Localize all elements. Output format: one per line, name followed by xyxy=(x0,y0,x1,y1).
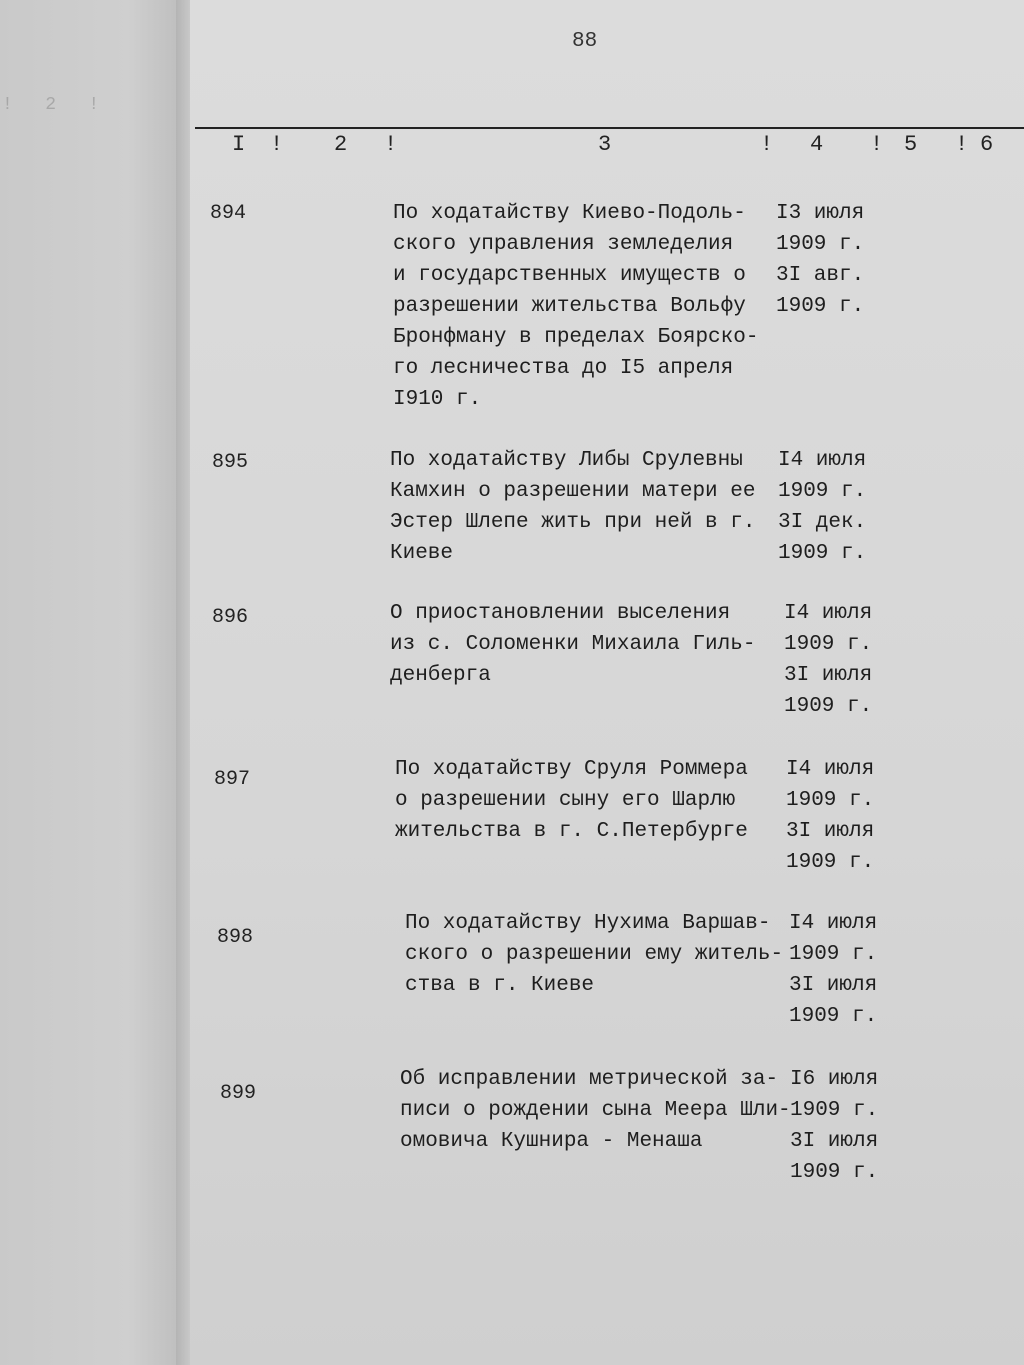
column-1-header: I xyxy=(232,132,246,157)
left-facing-page xyxy=(0,0,184,1365)
column-5-header: 5 xyxy=(904,132,918,157)
table-header xyxy=(0,132,1024,162)
book-gutter xyxy=(176,0,190,1365)
entry-description: По ходатайству Сруля Роммера о разрешении сыну его Шарлю жительства в г. С.Петербурге xyxy=(395,758,748,843)
entry-number: 899 xyxy=(220,1082,257,1105)
column-separator: ! xyxy=(870,132,884,157)
entry-description: По ходатайству Киево-Подоль- ского управления земледелия и государственных имуществ о разрешении жительства Вольфу Бронфману в пределах Боярско- го лесничества до I5 апреля I910 г. xyxy=(393,202,759,411)
entry-description: Об исправлении метрической за- писи о рождении сына Меера Шли- омовича Кушнира - Менаша xyxy=(400,1068,791,1153)
column-2-header: 2 xyxy=(334,132,348,157)
column-separator: ! xyxy=(270,132,284,157)
column-3-header: 3 xyxy=(598,132,612,157)
left-page-faint-header: ! 2 ! xyxy=(2,95,100,115)
entry-dates: I4 июля 1909 г. 3I июля 1909 г. xyxy=(789,912,878,1028)
header-rule xyxy=(195,127,1024,129)
column-separator: ! xyxy=(955,132,969,157)
column-6-header: 6 xyxy=(980,132,994,157)
entry-description: По ходатайству Либы Срулевны Камхин о разрешении матери ее Эстер Шлепе жить при ней в г. Киеве xyxy=(390,449,756,565)
column-4-header: 4 xyxy=(810,132,824,157)
entry-dates: I4 июля 1909 г. 3I июля 1909 г. xyxy=(784,602,873,718)
entry-dates: I4 июля 1909 г. 3I июля 1909 г. xyxy=(786,758,875,874)
entry-dates: I6 июля 1909 г. 3I июля 1909 г. xyxy=(790,1068,879,1184)
column-separator: ! xyxy=(760,132,774,157)
column-separator: ! xyxy=(384,132,398,157)
entry-number: 895 xyxy=(212,451,249,474)
entry-description: О приостановлении выселения из с. Соломенки Михаила Гиль- денберга xyxy=(390,602,756,687)
entry-dates: I4 июля 1909 г. 3I дек. 1909 г. xyxy=(778,449,867,565)
entry-dates: I3 июля 1909 г. 3I авг. 1909 г. xyxy=(776,202,865,318)
entry-number: 897 xyxy=(214,768,251,791)
entry-number: 898 xyxy=(217,926,254,949)
page-number: 88 xyxy=(572,30,598,53)
entry-number: 894 xyxy=(210,202,247,225)
entry-description: По ходатайству Нухима Варшав- ского о разрешении ему житель- ства в г. Киеве xyxy=(405,912,784,997)
entry-number: 896 xyxy=(212,606,249,629)
